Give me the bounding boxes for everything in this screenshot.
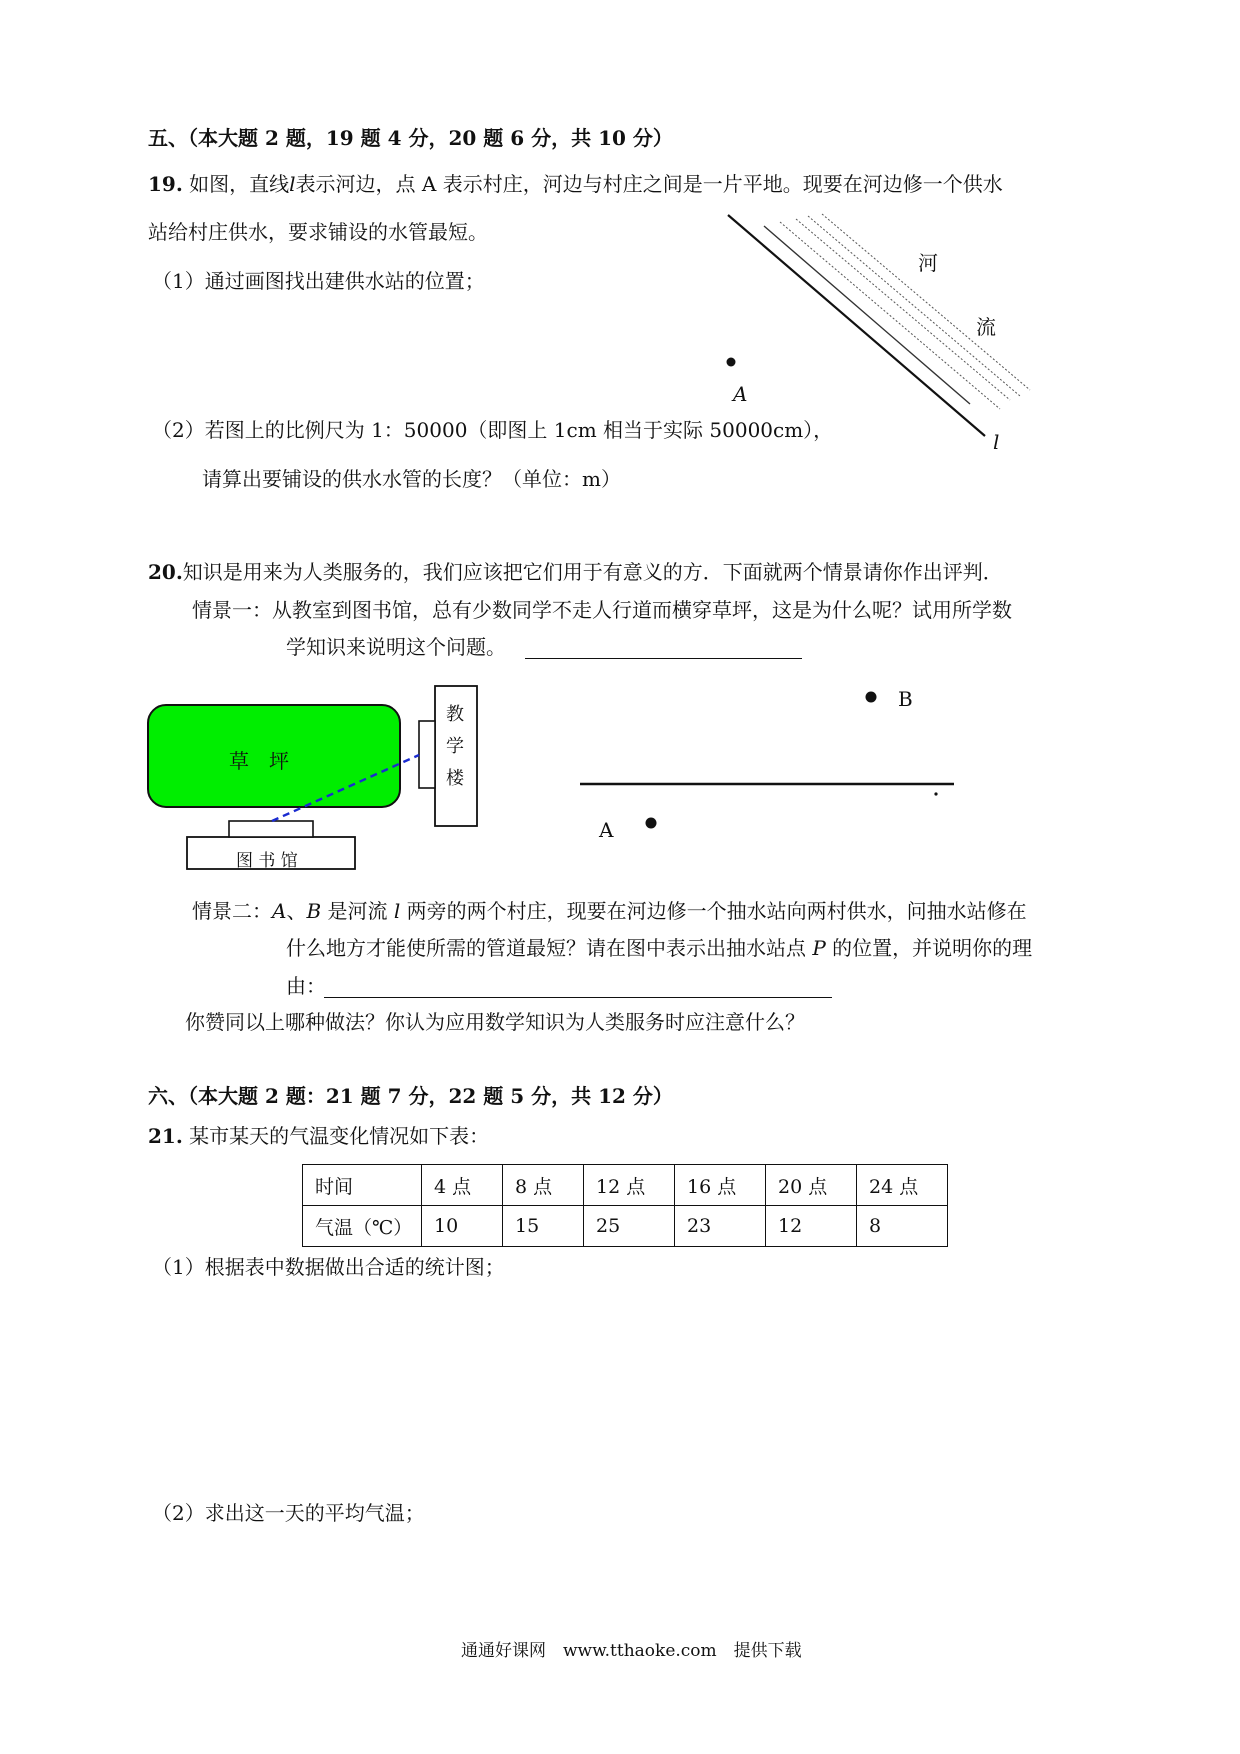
q20-scene2-line3: 由： bbox=[286, 974, 326, 998]
q20-number: 20. bbox=[148, 560, 183, 584]
q20-scene2-line2 bbox=[286, 935, 1032, 961]
scene2-prefix: 情景二： bbox=[192, 899, 272, 923]
q19-text-a: 如图，直线 bbox=[189, 172, 290, 196]
q19-part2-line2: 请算出要铺设的供水水管的长度？（单位：m） bbox=[202, 467, 621, 491]
building-char-2: 学 bbox=[446, 736, 464, 757]
scene2-answer-blank[interactable] bbox=[324, 997, 832, 998]
river-char-2: 流 bbox=[976, 315, 996, 339]
section-6-heading: 六、（本大题 2 题：21 题 7 分，22 题 5 分，共 12 分） bbox=[148, 1084, 673, 1108]
q21-part1: （1）根据表中数据做出合适的统计图； bbox=[152, 1255, 505, 1279]
table-cell: 气温（℃） bbox=[303, 1206, 422, 1247]
page-footer: 通通好课网 www.tthaoke.com 提供下载 bbox=[461, 1641, 802, 1661]
table-cell: 20 点 bbox=[766, 1165, 857, 1206]
table-cell: 15 bbox=[503, 1206, 584, 1247]
scene2-mid: 是河流 bbox=[321, 899, 394, 923]
scene2-sep: 、 bbox=[286, 899, 307, 923]
table-cell: 4 点 bbox=[422, 1165, 503, 1206]
scene2-var-l: l bbox=[393, 899, 401, 923]
point-a-label: A bbox=[733, 382, 748, 406]
river-dot bbox=[934, 792, 937, 795]
table-header-row bbox=[303, 1165, 948, 1206]
q20-scene1-line1: 情景一：从教室到图书馆，总有少数同学不走人行道而横穿草坪，这是为什么呢？试用所学数 bbox=[192, 598, 1012, 622]
q21-number: 21. bbox=[148, 1124, 183, 1148]
lawn-label: 草 坪 bbox=[229, 749, 289, 773]
table-row bbox=[303, 1206, 948, 1247]
scene2-line2-post: 的位置，并说明你的理 bbox=[825, 936, 1033, 960]
q19-line2: 站给村庄供水，要求铺设的水管最短。 bbox=[148, 220, 488, 244]
q19-number: 19. bbox=[148, 172, 183, 196]
table-cell: 10 bbox=[422, 1206, 503, 1247]
q21-intro-text: 某市某天的气温变化情况如下表： bbox=[189, 1124, 490, 1148]
scene2-var-a: A bbox=[272, 899, 287, 923]
river-char-1: 河 bbox=[918, 251, 938, 275]
table-cell: 16 点 bbox=[675, 1165, 766, 1206]
table-cell: 12 点 bbox=[584, 1165, 675, 1206]
village-point-b bbox=[866, 692, 877, 703]
section-5-heading: 五、（本大题 2 题，19 题 4 分，20 题 6 分，共 10 分） bbox=[148, 126, 673, 150]
table-cell: 8 点 bbox=[503, 1165, 584, 1206]
building-char-3: 楼 bbox=[446, 768, 464, 789]
library-label: 图 书 馆 bbox=[236, 851, 298, 871]
point-b-label: B bbox=[898, 687, 913, 711]
q21-intro bbox=[148, 1123, 489, 1149]
q19-part1: （1）通过画图找出建供水站的位置； bbox=[152, 269, 485, 293]
q21-part2: （2）求出这一天的平均气温； bbox=[152, 1501, 425, 1525]
point-a-label: A bbox=[599, 818, 614, 842]
table-cell: 8 bbox=[857, 1206, 948, 1247]
q20-scene2-line1 bbox=[192, 898, 1027, 924]
q19-line-var: l bbox=[289, 172, 296, 196]
table-cell: 24 点 bbox=[857, 1165, 948, 1206]
table-cell: 时间 bbox=[303, 1165, 422, 1206]
scene2-var-b: B bbox=[306, 899, 322, 923]
q19-part2-line1: （2）若图上的比例尺为 1：50000（即图上 1cm 相当于实际 50000cm）， bbox=[152, 418, 834, 442]
q20-closing: 你赞同以上哪种做法？你认为应用数学知识为人类服务时应注意什么？ bbox=[185, 1010, 805, 1034]
scene2-line2-pre: 什么地方才能使所需的管道最短？请在图中表示出抽水站点 bbox=[286, 936, 813, 960]
building-char-1: 教 bbox=[446, 704, 464, 725]
q19-text-b: 表示河边，点 A 表示村庄，河边与村庄之间是一片平地。现要在河边修一个供水 bbox=[295, 172, 1003, 196]
q20-scene1-line2: 学知识来说明这个问题。 bbox=[286, 635, 506, 659]
line-l-label: l bbox=[993, 430, 1000, 454]
table-cell: 23 bbox=[675, 1206, 766, 1247]
table-cell: 25 bbox=[584, 1206, 675, 1247]
temperature-table bbox=[302, 1164, 948, 1247]
q20-intro-text: 知识是用来为人类服务的，我们应该把它们用于有意义的方．下面就两个情景请你作出评判． bbox=[182, 560, 1003, 584]
scene2-rest: 两旁的两个村庄，现要在河边修一个抽水站向两村供水，问抽水站修在 bbox=[400, 899, 1027, 923]
table-cell: 12 bbox=[766, 1206, 857, 1247]
scene2-var-p: P bbox=[812, 936, 826, 960]
village-point-a bbox=[646, 818, 657, 829]
